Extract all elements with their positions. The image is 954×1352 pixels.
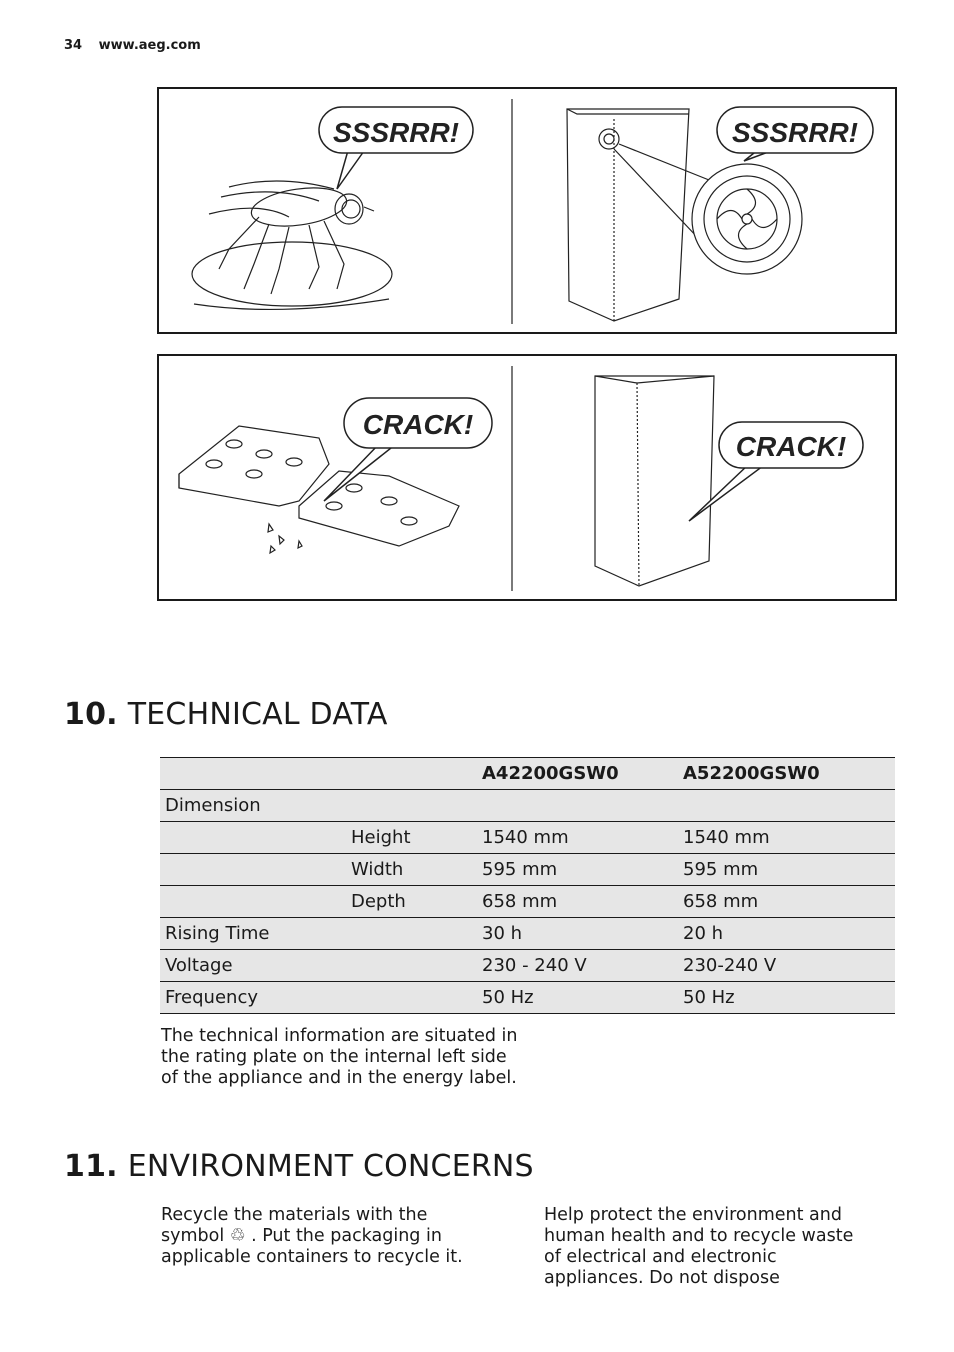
hiss-noise-illustration <box>159 89 895 332</box>
table-row <box>160 950 895 982</box>
table-cell <box>346 918 477 950</box>
table-row <box>160 822 895 854</box>
table-cell <box>346 982 477 1014</box>
table-cell <box>678 790 895 822</box>
recycle-text-end: . Put the packaging in applicable containers to recycle it. <box>161 1226 463 1267</box>
table-cell: 658 mm <box>678 886 895 918</box>
table-cell: 30 h <box>477 918 678 950</box>
section-title: ENVIRONMENT CONCERNS <box>127 1149 534 1184</box>
table-cell <box>346 758 477 790</box>
table-cell: 1540 mm <box>678 822 895 854</box>
section-title: TECHNICAL DATA <box>127 697 388 732</box>
technical-data-note: The technical information are situated in the rating plate on the internal left side of the appliance and in the energy label. <box>161 1026 518 1088</box>
table-row <box>160 886 895 918</box>
table-row <box>160 982 895 1014</box>
noise-illustration-panel-2 <box>157 354 897 601</box>
fridge-icon <box>595 376 714 586</box>
noise-illustration-panel-1 <box>157 87 897 334</box>
table-cell: Height <box>346 822 477 854</box>
crack-bubble-text: CRACK! <box>362 409 474 440</box>
table-cell <box>346 950 477 982</box>
table-cell: 230 - 240 V <box>477 950 678 982</box>
section-number: 10. <box>64 697 118 732</box>
table-cell <box>160 854 346 886</box>
table-row <box>160 790 895 822</box>
table-cell: Depth <box>346 886 477 918</box>
table-cell <box>160 886 346 918</box>
table-cell <box>160 758 346 790</box>
table-cell: 230-240 V <box>678 950 895 982</box>
environment-text-column-2: Help protect the environment and human health and to recycle waste of electrical and electronic appliances. Do not dispose <box>544 1205 854 1288</box>
table-row <box>160 854 895 886</box>
table-cell: 50 Hz <box>678 982 895 1014</box>
table-cell: A52200GSW0 <box>678 758 895 790</box>
table-cell <box>346 790 477 822</box>
site-url: www.aeg.com <box>98 38 201 53</box>
fly-icon <box>192 181 392 309</box>
section-heading-environment <box>64 1149 534 1184</box>
table-cell: 595 mm <box>477 854 678 886</box>
table-cell: 658 mm <box>477 886 678 918</box>
table-cell <box>160 822 346 854</box>
hiss-bubble-text: SSSRRR! <box>332 117 460 148</box>
crack-noise-illustration <box>159 356 895 599</box>
table-cell: Voltage <box>160 950 346 982</box>
recycle-text-start: Recycle the materials with the symbol <box>161 1205 428 1246</box>
recycle-icon: ♲ <box>229 1226 246 1246</box>
table-cell: Rising Time <box>160 918 346 950</box>
environment-text-column-1 <box>161 1205 491 1268</box>
hiss-bubble-text: SSSRRR! <box>731 117 859 148</box>
table-cell: A42200GSW0 <box>477 758 678 790</box>
table-cell: Frequency <box>160 982 346 1014</box>
table-cell: 595 mm <box>678 854 895 886</box>
page-header <box>64 38 201 53</box>
table-row <box>160 918 895 950</box>
technical-data-table <box>160 757 895 1014</box>
table-cell: 1540 mm <box>477 822 678 854</box>
table-cell: 50 Hz <box>477 982 678 1014</box>
section-heading-technical-data <box>64 697 388 732</box>
table-cell: Dimension <box>160 790 346 822</box>
table-cell: 20 h <box>678 918 895 950</box>
crack-bubble-text: CRACK! <box>735 431 847 462</box>
section-number: 11. <box>64 1149 118 1184</box>
table-cell <box>477 790 678 822</box>
table-cell: Width <box>346 854 477 886</box>
table-header-row <box>160 758 895 790</box>
page-number: 34 <box>64 38 83 53</box>
